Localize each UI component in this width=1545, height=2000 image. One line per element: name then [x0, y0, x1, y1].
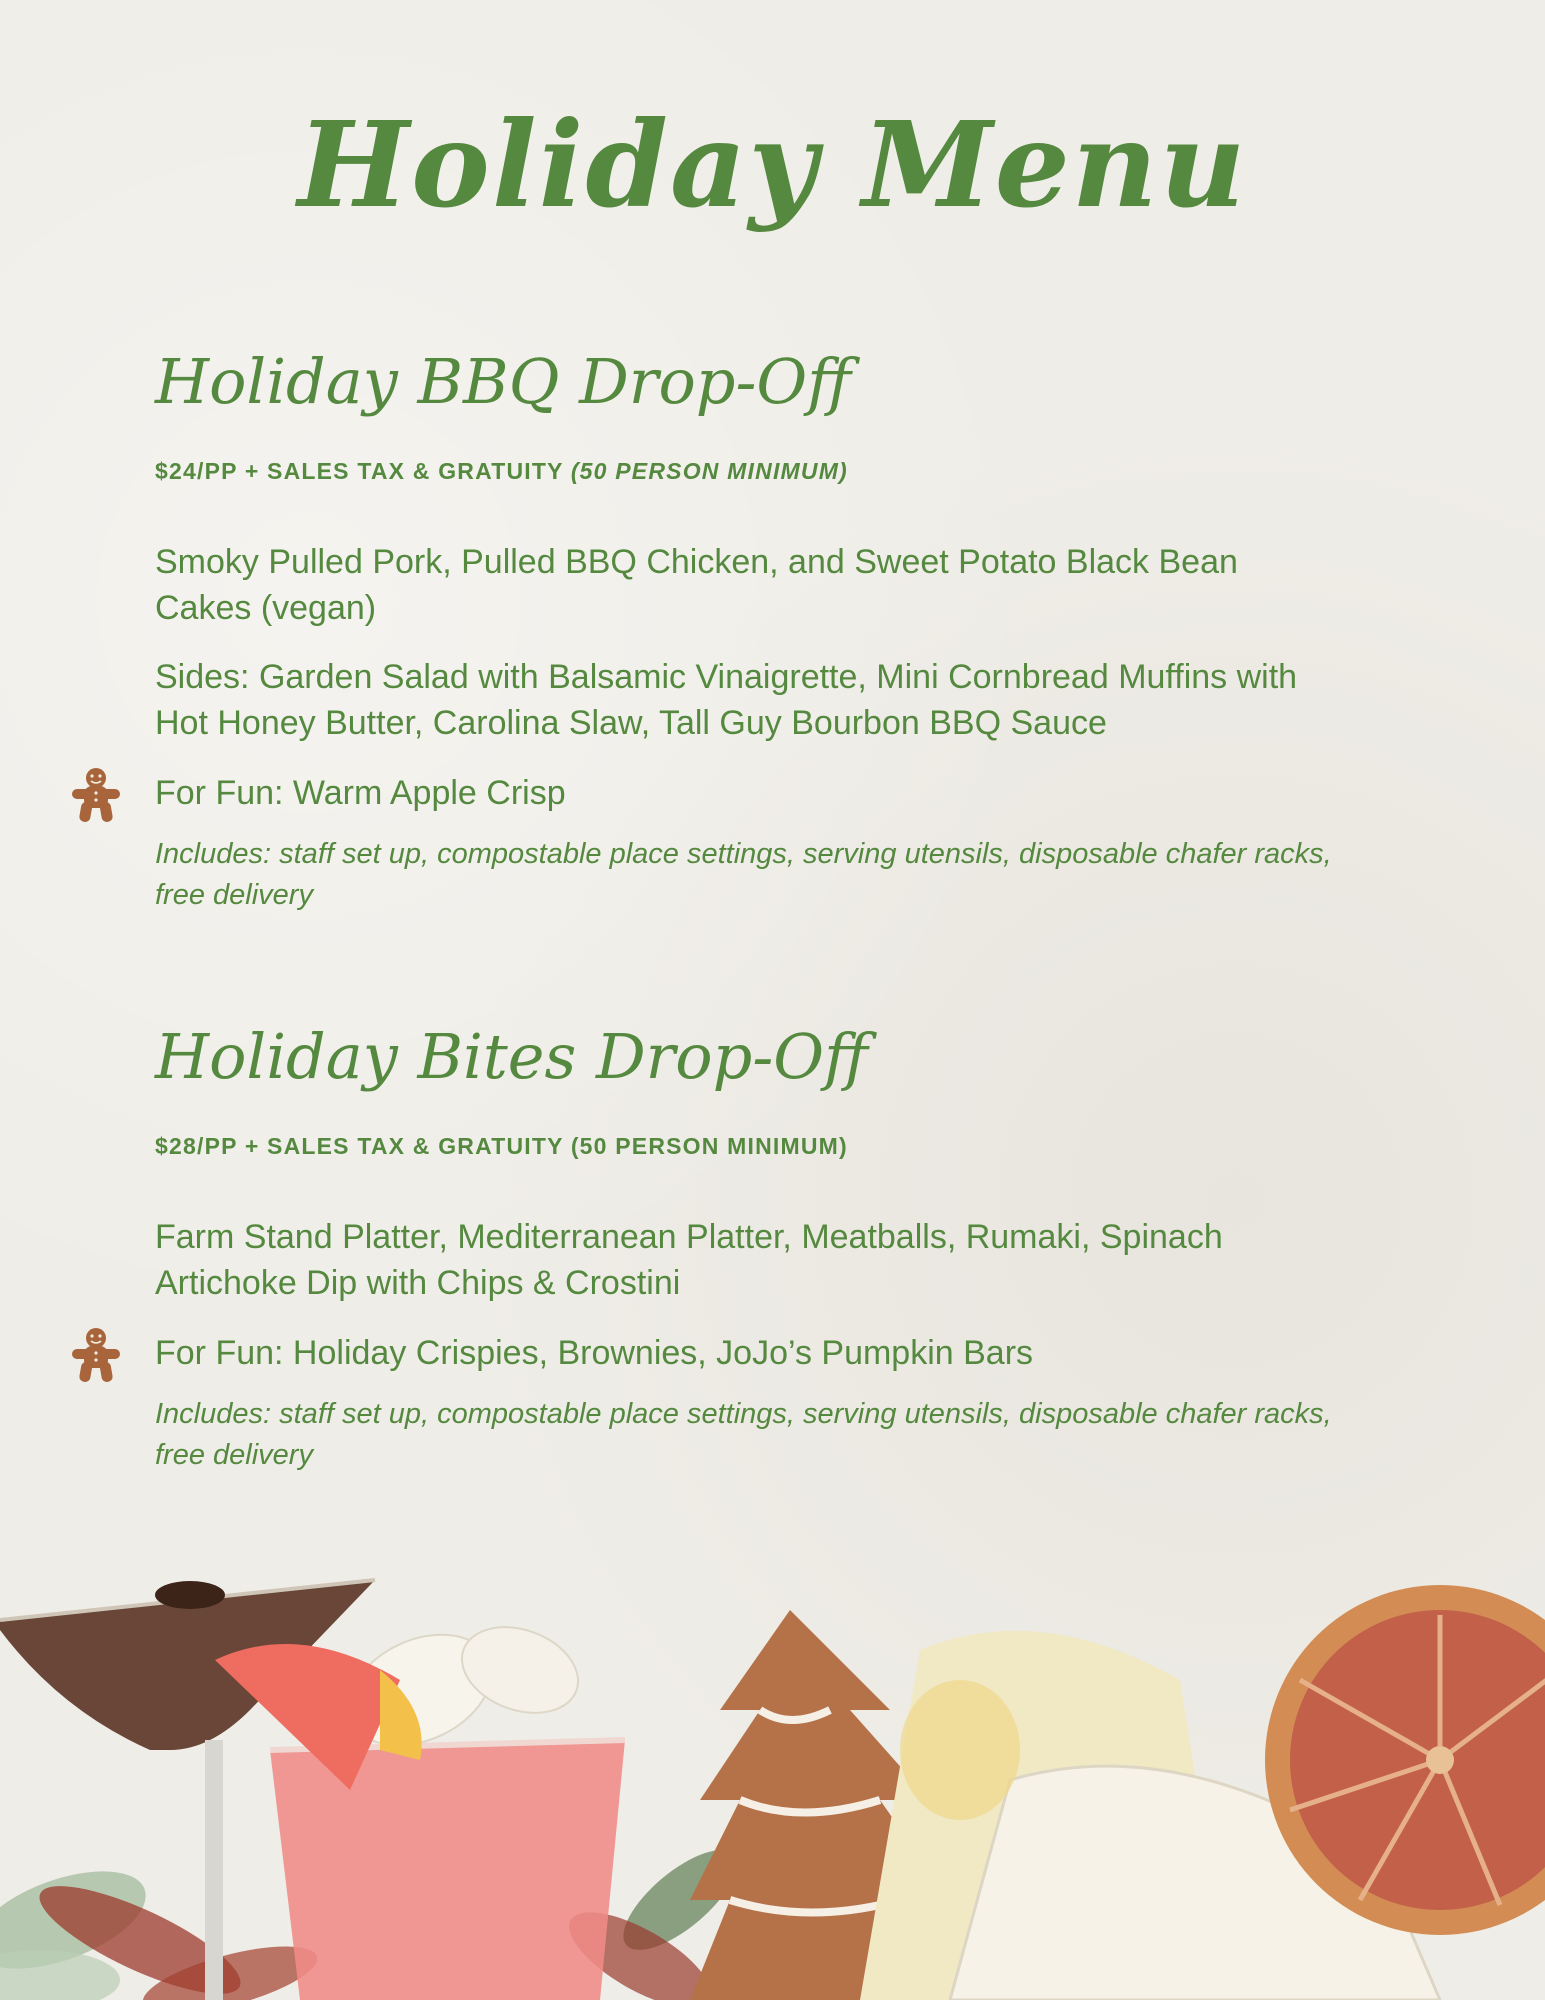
- bites-fun-row: [155, 1330, 1395, 1376]
- bbq-section-title: Holiday BBQ Drop-Off: [155, 345, 852, 418]
- food-illustrations: [0, 1560, 1545, 2000]
- bbq-sides: Sides: Garden Salad with Balsamic Vinaigrette, Mini Cornbread Muffins with Hot Honey Butter, Carolina Slaw, Tall Guy Bourbon BBQ Sauce: [155, 658, 1298, 742]
- bbq-section: [155, 345, 1395, 916]
- bites-includes: Includes: staff set up, compostable place settings, serving utensils, disposable chafer racks, free delivery: [155, 1398, 1332, 1471]
- bbq-fun-row: [155, 770, 1395, 816]
- bbq-includes: Includes: staff set up, compostable place settings, serving utensils, disposable chafer racks, free delivery: [155, 838, 1332, 911]
- bites-section-title: Holiday Bites Drop-Off: [155, 1020, 869, 1093]
- bbq-price: [155, 458, 1395, 485]
- bites-main-dishes: Farm Stand Platter, Mediterranean Platter, Meatballs, Rumaki, Spinach Artichoke Dip with Chips & Crostini: [155, 1218, 1223, 1302]
- bbq-minimum: (50 PERSON MINIMUM): [570, 458, 848, 484]
- gingerbread-man-icon: [70, 1326, 122, 1384]
- gingerbread-man-icon: [70, 766, 122, 824]
- bites-fun: For Fun: Holiday Crispies, Brownies, JoJo’s Pumpkin Bars: [155, 1334, 1034, 1372]
- bites-section: [155, 1020, 1395, 1476]
- page-title: Holiday Menu: [297, 95, 1248, 234]
- bbq-main-dishes: Smoky Pulled Pork, Pulled BBQ Chicken, and Sweet Potato Black Bean Cakes (vegan): [155, 543, 1238, 627]
- bites-price: $28/PP + SALES TAX & GRATUITY (50 PERSON MINIMUM): [155, 1133, 848, 1159]
- bbq-fun: For Fun: Warm Apple Crisp: [155, 774, 566, 812]
- bbq-price-text: $24/PP + SALES TAX & GRATUITY: [155, 458, 564, 484]
